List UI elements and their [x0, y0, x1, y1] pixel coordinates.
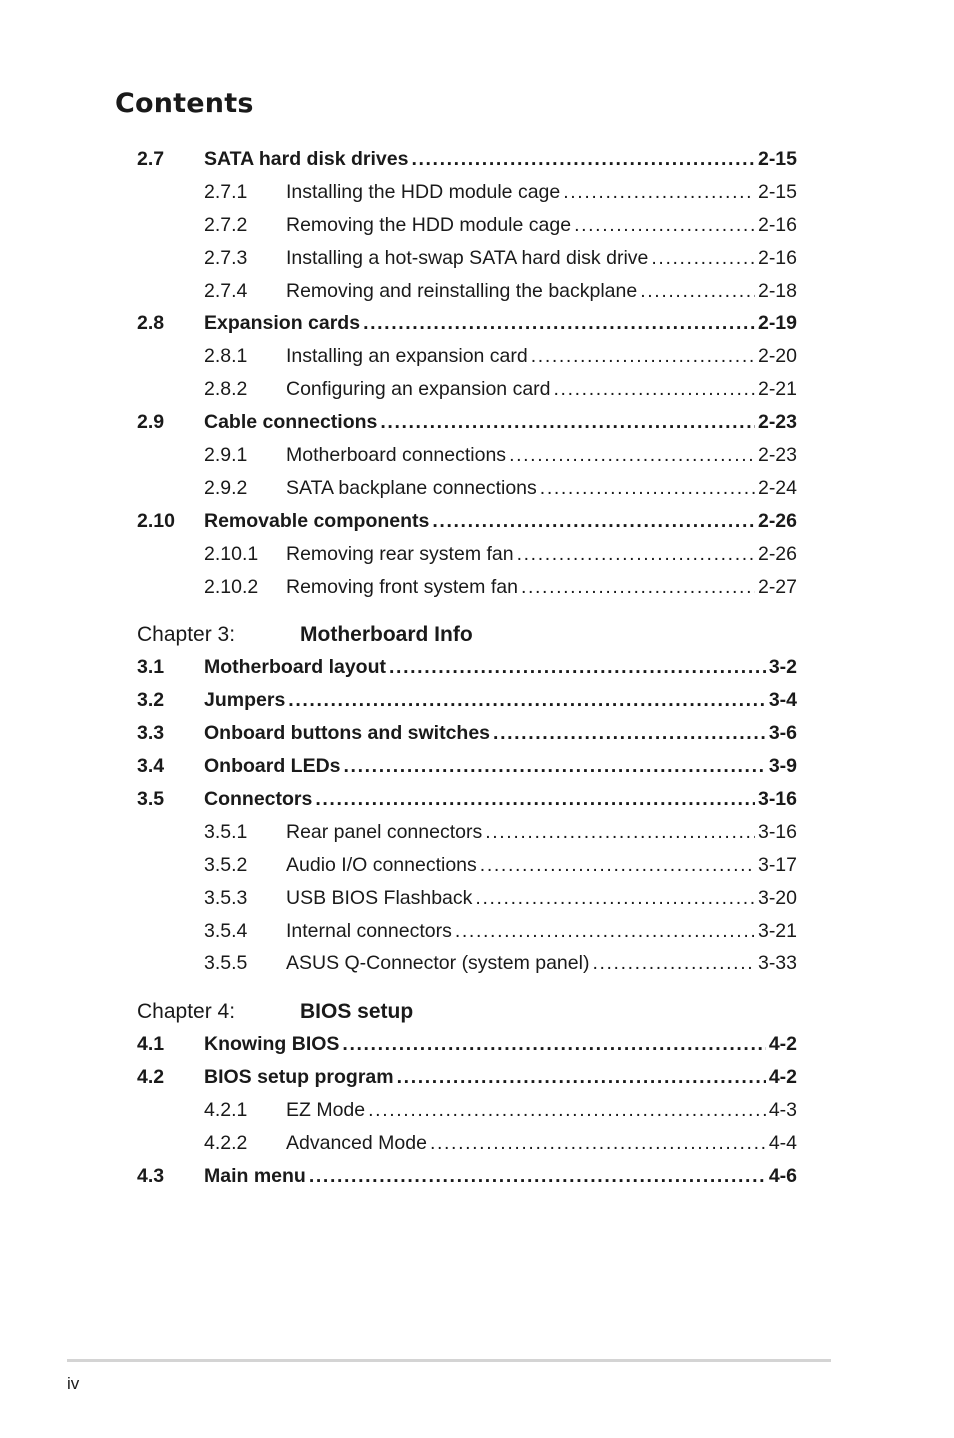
- toc-entry[interactable]: [137, 439, 797, 472]
- toc-entry-number: 2.9: [137, 411, 165, 434]
- toc-entry-title: Internal connectors: [286, 919, 452, 942]
- dot-leader: [380, 406, 755, 438]
- toc-entry-page: 4-6: [768, 1164, 797, 1187]
- toc-entry-page: 2-26: [757, 509, 797, 532]
- toc-entry[interactable]: [137, 1061, 797, 1094]
- dot-leader: [455, 915, 755, 947]
- toc-entry[interactable]: [137, 1028, 797, 1061]
- dot-leader: [411, 143, 755, 175]
- dot-leader: [563, 176, 755, 208]
- toc-entry-number: 2.8.1: [204, 345, 248, 368]
- toc-entry-title: Installing the HDD module cage: [286, 180, 561, 203]
- toc-entry-title: Removing the HDD module cage: [286, 213, 572, 236]
- toc-entry-title: Removing front system fan: [286, 575, 518, 598]
- toc-entry-number: 3.5.5: [204, 952, 248, 975]
- toc-entry-page: 3-9: [768, 755, 797, 778]
- toc-entry-page: 3-17: [757, 853, 797, 876]
- toc-entry[interactable]: [137, 538, 797, 571]
- toc-entry-title: Installing a hot-swap SATA hard disk drive: [286, 246, 649, 269]
- toc-entry-title: Removable components: [204, 509, 430, 532]
- toc-entry-page: 2-15: [757, 180, 797, 203]
- toc-entry[interactable]: [137, 143, 797, 176]
- toc-group-chapter-4: [137, 1028, 797, 1192]
- toc-entry[interactable]: [137, 947, 797, 980]
- dot-leader: [480, 849, 755, 881]
- toc-entry-title: BIOS setup program: [204, 1066, 394, 1089]
- toc-entry[interactable]: [137, 651, 797, 684]
- toc-entry-title: EZ Mode: [286, 1099, 366, 1122]
- toc-entry-title: Removing and reinstalling the backplane: [286, 279, 638, 302]
- dot-leader: [389, 651, 766, 683]
- toc-entry-title: Expansion cards: [204, 312, 361, 335]
- toc-entry-number: 4.2: [137, 1066, 165, 1089]
- toc-entry[interactable]: [137, 915, 797, 948]
- toc-entry-number: 2.7.4: [204, 279, 248, 302]
- toc-entry-title: Configuring an expansion card: [286, 378, 551, 401]
- toc-entry-page: 2-18: [757, 279, 797, 302]
- toc-entry-number: 4.3: [137, 1164, 165, 1187]
- chapter-heading: [137, 603, 797, 651]
- toc-entry[interactable]: [137, 882, 797, 915]
- toc-entry[interactable]: [137, 472, 797, 505]
- toc-entry[interactable]: [137, 242, 797, 275]
- dot-leader: [363, 307, 755, 339]
- toc-entry-page: 2-16: [757, 246, 797, 269]
- toc-entry-number: 3.4: [137, 755, 165, 778]
- toc-entry[interactable]: [137, 816, 797, 849]
- toc-entry-number: 3.5.3: [204, 886, 248, 909]
- toc-entry-number: 3.1: [137, 656, 165, 679]
- toc-entry-number: 2.8.2: [204, 378, 248, 401]
- toc-entry-number: 4.2.2: [204, 1132, 248, 1155]
- chapter-title: Motherboard Info: [300, 623, 473, 647]
- toc-entry-title: Connectors: [204, 788, 313, 811]
- toc-entry-page: 2-15: [757, 148, 797, 170]
- toc-entry-page: 2-23: [757, 411, 797, 434]
- toc-entry-page: 3-16: [757, 820, 797, 843]
- toc-entry-page: 3-33: [757, 952, 797, 975]
- toc-entry[interactable]: [137, 1094, 797, 1127]
- toc-entry[interactable]: [137, 571, 797, 604]
- dot-leader: [342, 1028, 765, 1060]
- toc-entry-title: ASUS Q-Connector (system panel): [286, 952, 590, 975]
- toc-entry[interactable]: [137, 684, 797, 717]
- toc-entry-number: 3.5.4: [204, 919, 248, 942]
- toc-entry-page: 2-16: [757, 213, 797, 236]
- dot-leader: [531, 340, 755, 372]
- dot-leader: [517, 538, 755, 570]
- dot-leader: [592, 947, 755, 979]
- toc-entry-page: 2-27: [757, 575, 797, 598]
- toc-entry-title: Advanced Mode: [286, 1132, 427, 1155]
- toc-entry-title: USB BIOS Flashback: [286, 886, 473, 909]
- toc-entry[interactable]: [137, 209, 797, 242]
- toc-entry-number: 2.10.2: [204, 575, 259, 598]
- dot-leader: [432, 505, 755, 537]
- page-title: Contents: [115, 88, 254, 119]
- toc-entry[interactable]: [137, 505, 797, 538]
- toc-entry-page: 3-6: [768, 722, 797, 745]
- toc-entry-number: 2.9.1: [204, 444, 248, 467]
- dot-leader: [651, 242, 755, 274]
- toc-entry-title: Rear panel connectors: [286, 820, 483, 843]
- toc-entry-number: 3.5.2: [204, 853, 248, 876]
- toc-entry-page: 4-4: [768, 1132, 797, 1155]
- chapter-heading: [137, 980, 797, 1028]
- dot-leader: [475, 882, 755, 914]
- toc-entry[interactable]: [137, 275, 797, 308]
- toc-entry-title: Motherboard connections: [286, 444, 507, 467]
- page-number: iv: [67, 1374, 80, 1393]
- table-of-contents: [137, 143, 797, 1193]
- toc-entry-title: Cable connections: [204, 411, 378, 434]
- dot-leader: [509, 439, 755, 471]
- toc-entry-number: 2.7: [137, 148, 165, 170]
- toc-entry[interactable]: [137, 849, 797, 882]
- chapter-label: Chapter 3:: [137, 623, 236, 647]
- toc-entry-page: 4-2: [768, 1033, 797, 1056]
- toc-entry-page: 2-19: [757, 312, 797, 335]
- toc-entry-title: Onboard buttons and switches: [204, 722, 491, 745]
- dot-leader: [309, 1160, 766, 1192]
- dot-leader: [554, 373, 755, 405]
- dot-leader: [315, 783, 755, 815]
- toc-entry-number: 4.1: [137, 1033, 165, 1056]
- toc-entry-number: 2.10.1: [204, 542, 259, 565]
- toc-entry-number: 2.7.3: [204, 246, 248, 269]
- dot-leader: [397, 1061, 766, 1093]
- dot-leader: [540, 472, 755, 504]
- toc-entry-title: Main menu: [204, 1164, 306, 1187]
- toc-entry-page: 3-2: [768, 656, 797, 679]
- dot-leader: [521, 571, 755, 603]
- toc-entry-number: 2.10: [137, 509, 175, 532]
- dot-leader: [493, 717, 766, 749]
- toc-entry-page: 4-3: [768, 1099, 797, 1122]
- toc-entry-page: 2-21: [757, 378, 797, 401]
- toc-entry-page: 2-23: [757, 444, 797, 467]
- toc-entry-page: 2-26: [757, 542, 797, 565]
- toc-entry-page: 3-4: [768, 689, 797, 712]
- toc-entry-title: Removing rear system fan: [286, 542, 514, 565]
- toc-entry[interactable]: [137, 783, 797, 816]
- dot-leader: [288, 684, 766, 716]
- toc-entry-number: 2.8: [137, 312, 165, 335]
- toc-entry-number: 2.7.1: [204, 180, 248, 203]
- toc-entry[interactable]: [137, 750, 797, 783]
- toc-entry-number: 2.9.2: [204, 476, 248, 499]
- dot-leader: [368, 1094, 766, 1126]
- toc-entry-title: Audio I/O connections: [286, 853, 477, 876]
- toc-entry[interactable]: [137, 373, 797, 406]
- toc-entry-number: 3.5.1: [204, 820, 248, 843]
- toc-entry-page: 3-20: [757, 886, 797, 909]
- toc-entry-title: Motherboard layout: [204, 656, 387, 679]
- toc-entry-title: Installing an expansion card: [286, 345, 528, 368]
- toc-entry-page: 2-24: [757, 476, 797, 499]
- dot-leader: [344, 750, 766, 782]
- toc-entry[interactable]: [137, 340, 797, 373]
- toc-entry-page: 2-20: [757, 345, 797, 368]
- toc-entry[interactable]: [137, 1127, 797, 1160]
- toc-entry-title: Jumpers: [204, 689, 286, 712]
- toc-entry[interactable]: [137, 406, 797, 439]
- toc-entry-title: Knowing BIOS: [204, 1033, 340, 1056]
- toc-entry[interactable]: [137, 176, 797, 209]
- chapter-title: BIOS setup: [300, 1000, 414, 1024]
- toc-entry[interactable]: [137, 307, 797, 340]
- toc-group-chapter-2: [137, 143, 797, 603]
- toc-entry[interactable]: [137, 1160, 797, 1193]
- toc-entry-number: 3.2: [137, 689, 165, 712]
- dot-leader: [485, 816, 755, 848]
- dot-leader: [574, 209, 755, 241]
- toc-group-chapter-3: [137, 651, 797, 980]
- toc-entry-number: 4.2.1: [204, 1099, 248, 1122]
- dot-leader: [640, 275, 755, 307]
- chapter-label: Chapter 4:: [137, 1000, 236, 1024]
- toc-entry-title: Onboard LEDs: [204, 755, 341, 778]
- toc-entry-title: SATA backplane connections: [286, 476, 537, 499]
- toc-entry[interactable]: [137, 717, 797, 750]
- toc-entry-page: 3-21: [757, 919, 797, 942]
- toc-entry-title: SATA hard disk drives: [204, 148, 409, 170]
- toc-entry-number: 3.3: [137, 722, 165, 745]
- toc-entry-number: 2.7.2: [204, 213, 248, 236]
- dot-leader: [430, 1127, 766, 1159]
- toc-entry-page: 4-2: [768, 1066, 797, 1089]
- toc-entry-number: 3.5: [137, 788, 165, 811]
- toc-entry-page: 3-16: [757, 788, 797, 811]
- footer-divider: [67, 1359, 831, 1362]
